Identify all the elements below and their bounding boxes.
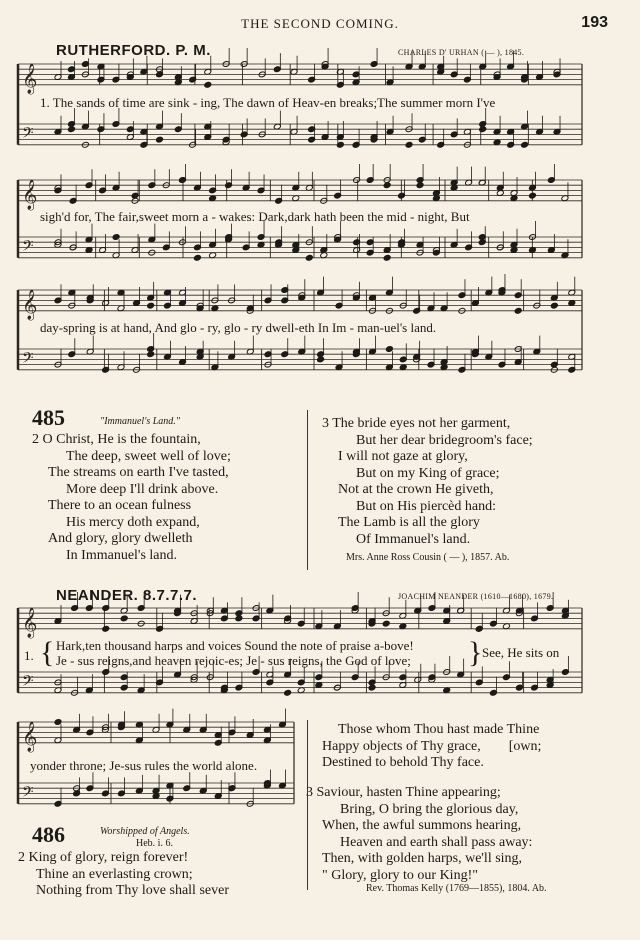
hymn-number: 486 [32,822,65,847]
verse-line: The streams on earth I've tasted, [48,465,229,480]
svg-text:𝄢: 𝄢 [22,237,34,259]
lyric-line-3: day-spring is at hand, And glo - ry, glo - ry dwell-eth In Im - man-uel's land. [40,320,437,335]
svg-text:𝄢: 𝄢 [22,672,34,694]
svg-text:𝄢: 𝄢 [22,349,34,371]
verse-line: Bring, O bring the glorious day, [340,801,519,817]
verse-line: But her dear bridegroom's face; [356,432,533,448]
verse-line: 2 O Christ, He is the fountain, [32,432,201,447]
lyric-line-1: Hark,ten thousand harps and voices Sound the note of praise a-bove! [56,638,414,653]
verse-line: Those whom Thou hast made Thine [338,722,540,737]
hymn-subtitle: Worshipped of Angels. [100,826,190,837]
lyric-line-2: sigh'd for, The fair,sweet morn a - wakes: Dark,dark hath been the mid - night, But [40,209,470,224]
composer-credit: JOACHIM NEANDER (1610—1680), 1679. [398,592,554,601]
hymn-subtitle: "Immanuel's Land." [100,416,180,427]
running-header: THE SECOND COMING. [241,16,399,31]
verse-line: Heaven and earth shall pass away: [340,834,533,850]
verse-line: Not at the crown He giveth, [338,482,494,497]
verse-line: But on my King of grace; [356,465,500,481]
verse-line: " Glory, glory to our King!" [322,867,478,883]
svg-text:𝄞: 𝄞 [22,721,38,752]
verse-line: In Immanuel's land. [66,547,177,563]
composer-credit: CHARLES D' URHAN ( — ), 1845. [398,48,525,57]
page-number: 193 [581,14,608,31]
verse-line: When, the awful summons hearing, [322,818,522,833]
svg-text:𝄞: 𝄞 [22,289,38,320]
verse-line: There to an ocean fulness [48,498,192,513]
verse-line: Happy objects of Thy grace, [own; [322,738,542,754]
verse-line: Destined to behold Thy face. [322,755,484,770]
brace: } [468,636,483,669]
author-credit: Mrs. Anne Ross Cousin ( — ), 1857. Ab. [346,552,510,563]
verse-line: And glory, glory dwelleth [48,531,193,546]
svg-text:𝄞: 𝄞 [22,179,38,210]
verse-line: The Lamb is all the glory [338,515,480,530]
verse-line: 3 The bride eyes not her garment, [322,416,511,431]
verse-line: More deep I'll drink above. [66,481,219,497]
verse-number: 1. [24,648,34,663]
verse-line: Of Immanuel's land. [356,531,471,547]
tune-name-rutherford: RUTHERFORD. P. M. [56,42,211,59]
verse-line: Thine an everlasting crown; [36,866,193,882]
svg-text:𝄢: 𝄢 [22,783,34,805]
verse-line: 3 Saviour, hasten Thine appearing; [306,785,501,800]
verse-2-continued [322,722,541,772]
brace: { [40,636,55,669]
verse-3 [322,416,533,548]
svg-text:𝄢: 𝄢 [22,124,34,146]
lyric-line-3: yonder throne; Je-sus rules the world alone. [30,758,258,773]
hymn-number: 485 [32,405,65,430]
verse-line: His mercy doth expand, [66,514,200,530]
svg-text:𝄞: 𝄞 [22,63,38,94]
verse-3 [306,785,532,884]
verse-2 [32,432,231,564]
lyric-line-1: 1. The sands of time are sink - ing, The dawn of Heav-en breaks;The summer morn I've [40,95,496,110]
scripture-reference: Heb. i. 6. [136,838,173,849]
verse-line: Then, with golden harps, we'll sing, [322,851,523,866]
tune-name-neander: NEANDER. 8.7.7.7. [56,587,198,604]
verse-line: I will not gaze at glory, [338,449,468,464]
author-credit: Rev. Thomas Kelly (1769—1855), 1804. Ab. [366,883,547,894]
lyric-line-2: Je - sus reigns,and heaven rejoic-es; Je - sus reigns, the God of love; [56,653,411,668]
verse-line: The deep, sweet well of love; [66,448,231,464]
svg-text:𝄞: 𝄞 [22,607,38,638]
verse-line: 2 King of glory, reign forever! [18,850,189,865]
verse-line: But on His piercèd hand: [356,498,496,514]
column-divider [307,410,308,570]
lyric-side: See, He sits on [482,645,560,660]
verse-2 [18,850,229,900]
verse-line: Nothing from Thy love shall sever [36,883,229,898]
